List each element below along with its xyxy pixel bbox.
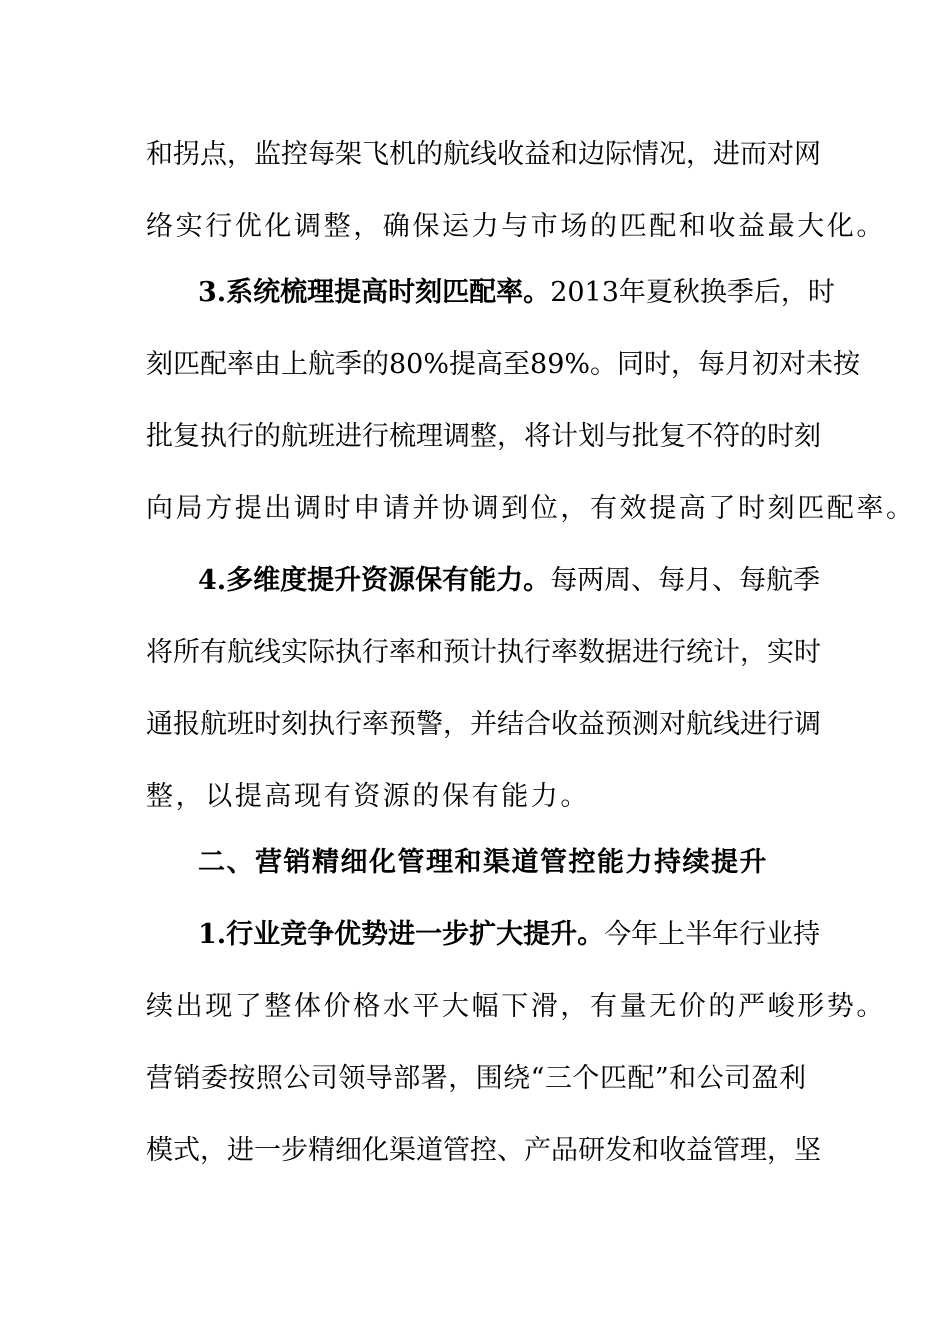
item-1-text: 今年上半年行业持 bbox=[604, 919, 821, 950]
item-1-title: 1.行业竞争优势进一步扩大提升。 bbox=[198, 919, 605, 950]
paragraph-line: 续出现了整体价格水平大幅下滑，有量无价的严峻形势。 bbox=[146, 991, 886, 1022]
paragraph-line: 整，以提高现有资源的保有能力。 bbox=[146, 781, 590, 812]
item-1-line bbox=[198, 915, 821, 955]
paragraph-line: 通报航班时刻执行率预警，并结合收益预测对航线进行调 bbox=[146, 709, 821, 740]
paragraph-line: 模式，进一步精细化渠道管控、产品研发和收益管理，坚 bbox=[146, 1135, 821, 1166]
item-3-text: 2013年夏秋换季后，时 bbox=[550, 277, 835, 308]
item-3-title: 3.系统梳理提高时刻匹配率。 bbox=[198, 277, 551, 308]
paragraph-line: 向局方提出调时申请并协调到位，有效提高了时刻匹配率。 bbox=[146, 493, 916, 524]
paragraph-line: 将所有航线实际执行率和预计执行率数据进行统计，实时 bbox=[146, 637, 821, 668]
item-4-text: 每两周、每月、每航季 bbox=[550, 565, 821, 596]
item-4-line bbox=[198, 561, 821, 601]
paragraph-line: 络实行优化调整，确保运力与市场的匹配和收益最大化。 bbox=[146, 211, 886, 242]
paragraph-line: 刻匹配率由上航季的80%提高至89%。同时，每月初对未按 bbox=[146, 349, 861, 380]
paragraph-line: 批复执行的航班进行梳理调整，将计划与批复不符的时刻 bbox=[146, 421, 821, 452]
paragraph-line: 营销委按照公司领导部署，围绕“三个匹配”和公司盈利 bbox=[146, 1063, 806, 1094]
item-4-title: 4.多维度提升资源保有能力。 bbox=[198, 565, 551, 596]
paragraph-line: 和拐点，监控每架飞机的航线收益和边际情况，进而对网 bbox=[146, 139, 821, 170]
item-3-line bbox=[198, 273, 835, 313]
section-heading: 二、营销精细化管理和渠道管控能力持续提升 bbox=[198, 847, 768, 878]
